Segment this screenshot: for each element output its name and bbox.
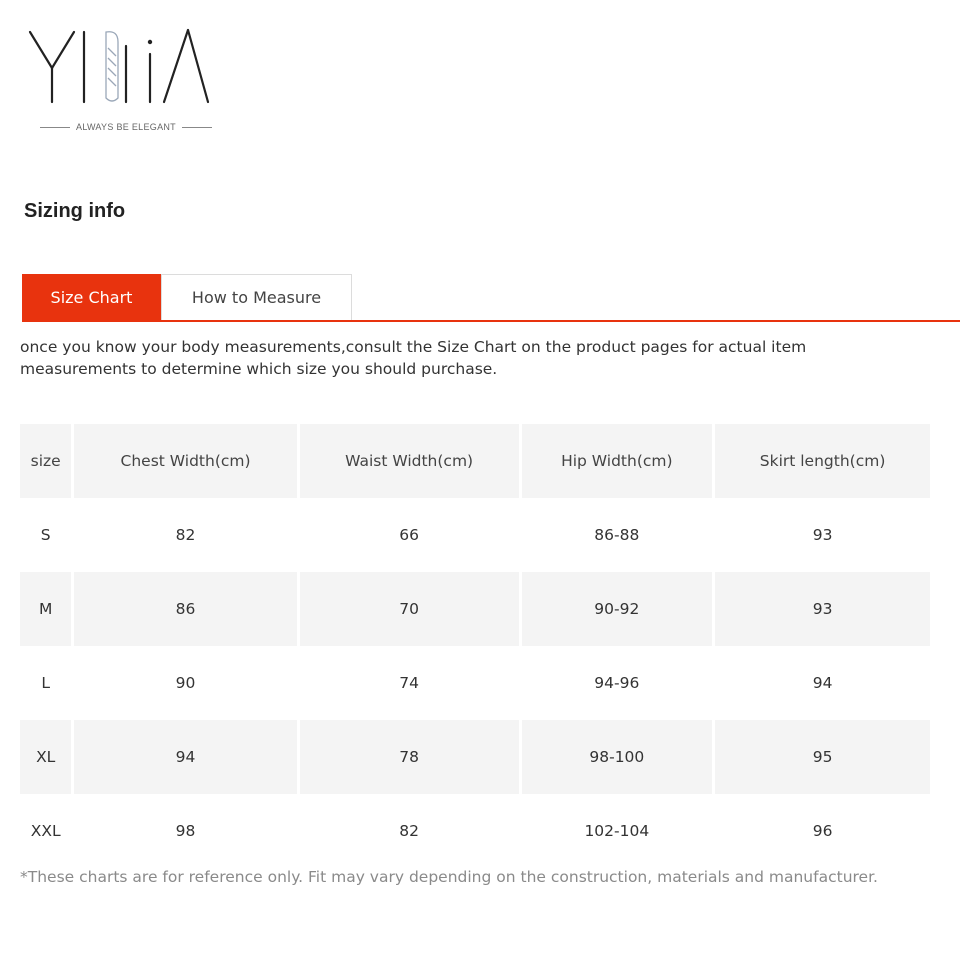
page-title: Sizing info bbox=[24, 200, 126, 222]
table-cell: 90 bbox=[175, 674, 196, 692]
tab-size-chart[interactable]: Size Chart bbox=[22, 274, 161, 320]
table-cell: 102-104 bbox=[584, 822, 650, 840]
table-cell: 93 bbox=[812, 526, 833, 544]
table-cell: 98 bbox=[175, 822, 196, 840]
table-cell: S bbox=[40, 526, 51, 544]
table-cell: 82 bbox=[175, 526, 196, 544]
table-cell: XL bbox=[20, 720, 71, 794]
table-cell: 70 bbox=[300, 572, 519, 646]
header-cell: Skirt length(cm) bbox=[715, 424, 930, 498]
table-row bbox=[20, 498, 930, 572]
table-cell: 96 bbox=[812, 822, 833, 840]
header-cell: Chest Width(cm) bbox=[74, 424, 296, 498]
table-row bbox=[20, 646, 930, 720]
reference-footnote: *These charts are for reference only. Fit may vary depending on the construction, materials and manufacturer. bbox=[20, 868, 878, 886]
size-chart-table bbox=[17, 424, 933, 868]
tab-how-to-measure[interactable]: How to Measure bbox=[161, 274, 352, 320]
table-cell: 94 bbox=[812, 674, 833, 692]
table-cell: 74 bbox=[399, 674, 419, 692]
yilia-logo-mark bbox=[26, 26, 216, 108]
tagline-right-rule bbox=[182, 127, 212, 128]
tagline-left-rule bbox=[40, 127, 70, 128]
table-cell: 93 bbox=[715, 572, 930, 646]
table-cell: 86 bbox=[74, 572, 296, 646]
table-cell: L bbox=[41, 674, 51, 692]
table-row bbox=[20, 572, 930, 646]
table-cell: 82 bbox=[399, 822, 419, 840]
tagline-text: ALWAYS BE ELEGANT bbox=[76, 122, 176, 132]
header-cell: size bbox=[20, 424, 71, 498]
table-row bbox=[20, 720, 930, 794]
header-cell: Waist Width(cm) bbox=[300, 424, 519, 498]
table-cell: 94-96 bbox=[594, 674, 640, 692]
table-row bbox=[20, 794, 930, 868]
table-header-row bbox=[20, 424, 930, 498]
table-cell: 98-100 bbox=[522, 720, 713, 794]
table-cell: 78 bbox=[300, 720, 519, 794]
tab-bar bbox=[22, 274, 352, 320]
header-cell: Hip Width(cm) bbox=[522, 424, 713, 498]
intro-text: once you know your body measurements,consult the Size Chart on the product pages for actual item measurements to determine which size you should purchase. bbox=[20, 338, 807, 378]
brand-tagline bbox=[40, 122, 212, 132]
table-cell: XXL bbox=[30, 822, 61, 840]
table-cell: M bbox=[20, 572, 71, 646]
table-cell: 95 bbox=[715, 720, 930, 794]
table-cell: 90-92 bbox=[522, 572, 713, 646]
table-cell: 86-88 bbox=[594, 526, 640, 544]
table-cell: 66 bbox=[399, 526, 419, 544]
table-cell: 94 bbox=[74, 720, 296, 794]
tab-underline bbox=[22, 320, 960, 322]
